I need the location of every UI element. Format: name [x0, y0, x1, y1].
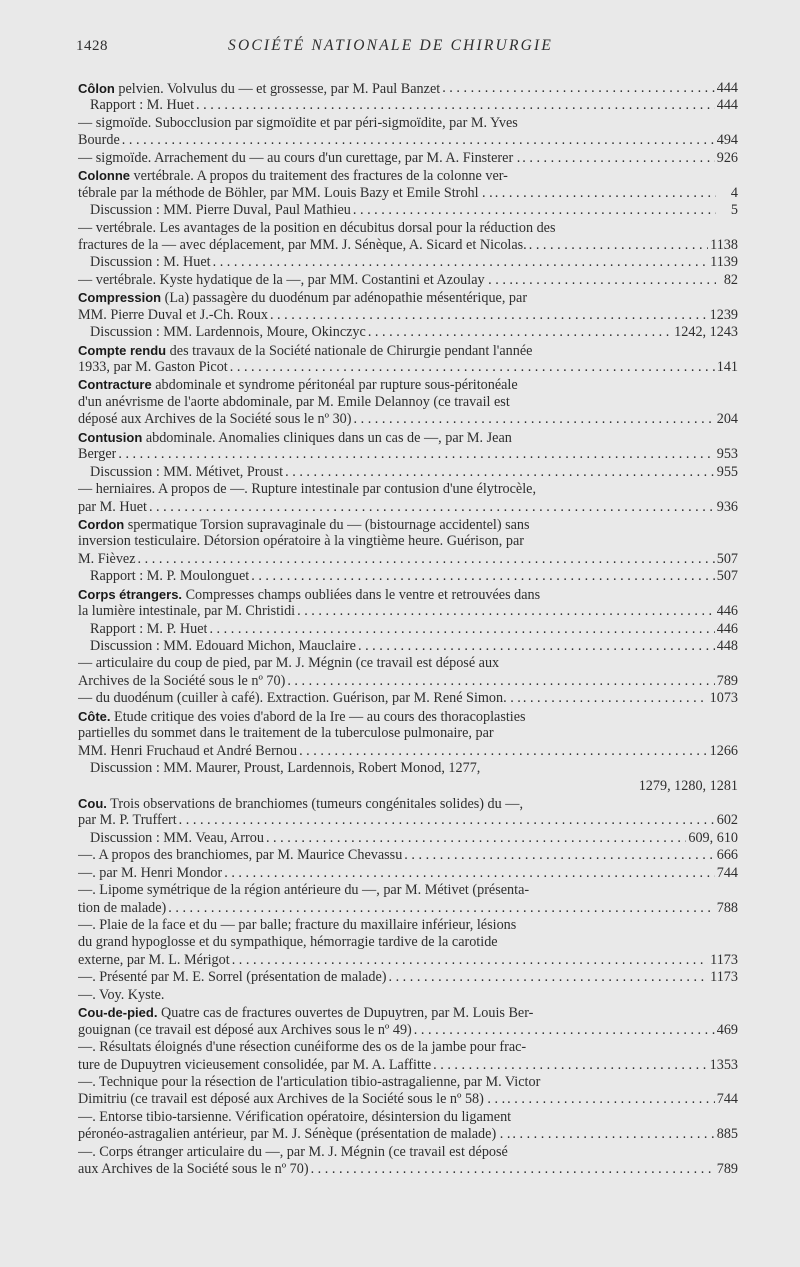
dot-leader — [168, 900, 714, 917]
entry-text — [78, 1022, 412, 1039]
page-reference: 1173 — [710, 951, 738, 968]
index-entry-line — [78, 1022, 738, 1039]
entry-body: — vertébrale. Les avantages de la position en décubitus dorsal pour la réduction des — [78, 219, 556, 236]
entry-body: MM. Pierre Duval et J.-Ch. Roux — [78, 306, 268, 323]
entry-text — [78, 1005, 533, 1021]
index-entry-line — [78, 690, 738, 707]
entry-keyword: Compte rendu — [78, 342, 167, 358]
entry-text — [78, 499, 147, 516]
entry-text — [78, 307, 268, 324]
entry-body: —. Voy. Kyste. — [78, 986, 165, 1003]
page-reference: 744 — [716, 864, 738, 881]
entry-text — [90, 97, 194, 114]
entry-body: des travaux de la Société nationale de Chirurgie pendant l'année — [166, 342, 533, 359]
page-reference: 444 — [716, 97, 738, 114]
dot-leader — [213, 254, 709, 271]
index-entry-line — [78, 900, 738, 917]
dot-leader — [368, 324, 672, 341]
dot-leader — [196, 97, 715, 114]
index-entry-line — [78, 324, 738, 341]
index-entry-line — [78, 847, 738, 864]
entry-text — [90, 202, 351, 219]
entry-body: pelvien. Volvulus du — et grossesse, par M. Paul Banzet — [114, 81, 441, 97]
entry-body: Compresses champs oubliées dans le ventre et retrouvées dans — [182, 586, 541, 603]
index-entry-line — [78, 865, 738, 882]
dot-leader — [354, 411, 715, 428]
index-entry-line — [78, 638, 738, 655]
dot-leader — [149, 499, 715, 516]
entry-body: Dimitriu (ce travail est déposé aux Archives de la Société sous le nº 58) . . . — [78, 1091, 506, 1108]
entry-text — [78, 115, 518, 131]
entry-body: Discussion : MM. Veau, Arrou — [90, 829, 264, 846]
index-entry-line — [78, 1144, 738, 1161]
entry-keyword: Corps étrangers. — [78, 586, 183, 602]
index-entry-line — [78, 202, 738, 219]
page-reference: 444 — [716, 80, 738, 96]
entry-body: MM. Henri Fruchaud et André Bernou — [78, 742, 298, 759]
entry-body: déposé aux Archives de la Société sous le nº 30) — [78, 411, 352, 428]
index-entry-line — [78, 446, 738, 463]
page-reference: 953 — [716, 446, 738, 463]
entry-body: Rapport : M. Huet — [90, 97, 195, 114]
entry-body: Discussion : M. Huet — [90, 254, 211, 271]
dot-leader — [230, 359, 715, 376]
entry-text — [78, 411, 352, 428]
entry-body: par M. Huet — [78, 498, 147, 515]
index-entry-line — [78, 551, 738, 568]
entry-text — [78, 587, 540, 603]
page-reference: 1173 — [710, 969, 738, 986]
entry-text — [78, 1039, 526, 1055]
page-reference: 1139 — [710, 254, 738, 271]
entry-text — [78, 603, 295, 620]
entry-text — [78, 690, 521, 707]
entry-text — [78, 272, 513, 289]
index-entry-line — [78, 533, 738, 550]
entry-body: tion de malade) — [78, 899, 167, 916]
entry-text — [78, 900, 166, 917]
index-entry-line — [78, 760, 738, 777]
dot-leader — [251, 568, 714, 585]
index-entry-heading — [78, 80, 738, 97]
dot-leader — [311, 1161, 715, 1178]
page-reference: 494 — [716, 132, 738, 149]
entry-text — [78, 882, 529, 898]
page-reference: 666 — [716, 847, 738, 864]
entry-text — [78, 1091, 505, 1108]
entry-text — [78, 655, 499, 671]
entry-keyword: Colonne — [78, 168, 130, 184]
entry-body: Discussion : MM. Pierre Duval, Paul Mathieu — [90, 202, 351, 219]
entry-body: 1933, par M. Gaston Picot — [78, 359, 228, 375]
entry-body: péronéo-astragalien antérieur, par M. J. Sénèque (présentation de malade) . . — [78, 1126, 511, 1143]
entry-text — [78, 220, 556, 236]
entry-body: vertébrale. A propos du traitement des fractures de la colonne ver- — [130, 168, 508, 185]
entry-body: Rapport : M. P. Moulonguet — [90, 568, 250, 585]
index-entry-line — [78, 464, 738, 481]
index-entry-line — [78, 1091, 738, 1108]
entry-text — [90, 621, 207, 638]
dot-leader — [414, 1022, 715, 1039]
entry-body: Etude critique des voies d'abord de la Ire — au cours des thoracoplasties — [110, 708, 526, 725]
dot-leader — [179, 812, 715, 829]
entry-body: —. Plaie de la face et du — par balle; fracture du maxillaire inférieur, lésions — [78, 917, 517, 933]
entry-keyword: Cou-de-pied. — [78, 1005, 158, 1021]
index-entry-line — [78, 359, 738, 376]
index-entry-line — [78, 411, 738, 428]
entry-body: externe, par M. L. Mérigot — [78, 951, 230, 968]
entry-body: Quatre cas de fractures ouvertes de Dupuytren, par M. Louis Ber- — [157, 1005, 534, 1022]
page-reference: 788 — [716, 899, 738, 916]
index-entry-line — [78, 934, 738, 951]
entry-text — [78, 185, 493, 202]
entry-text — [78, 517, 530, 533]
dot-leader — [523, 690, 708, 707]
entry-body: inversion testiculaire. Détorsion opératoire à la vingtième heure. Guérison, par — [78, 533, 524, 550]
entry-body: —. Lipome symétrique de la région antérieure du —, par M. Métivet (présenta- — [78, 882, 530, 899]
index-entry-line — [78, 394, 738, 411]
index-entry-line — [78, 272, 738, 289]
entry-body: — sigmoïde. Subocclusion par sigmoïdite et par péri-sigmoïdite, par M. Yves — [78, 114, 518, 131]
page-number: 1428 — [76, 38, 108, 54]
entry-body: du grand hypoglosse et du sympathique, hémorragie tardive de la carotide — [78, 934, 498, 951]
entry-body: — articulaire du coup de pied, par M. J. Mégnin (ce travail est déposé aux — [78, 655, 500, 672]
entry-body: —. Technique pour la résection de l'articulation tibio-astragalienne, par M. Victor — [78, 1073, 541, 1090]
dot-leader — [529, 237, 708, 254]
index-entry-line — [78, 778, 738, 795]
dot-leader — [433, 1057, 707, 1074]
dot-leader — [515, 272, 716, 289]
index-entry-line — [78, 481, 738, 498]
index-entry-line — [78, 150, 738, 167]
running-header — [76, 38, 736, 60]
page-reference: 789 — [716, 672, 738, 689]
index-entry-line — [78, 1074, 738, 1091]
entry-body: Rapport : M. P. Huet — [90, 620, 208, 637]
page-reference: 5 — [730, 202, 738, 219]
page-reference: 446 — [716, 603, 738, 620]
dot-leader — [507, 1091, 715, 1108]
entry-body: abdominale et syndrome péritonéal par rupture sous-péritonéale — [151, 377, 518, 394]
entry-text — [78, 1144, 508, 1160]
page-reference: 1138 — [710, 236, 738, 253]
page-reference: 789 — [716, 1161, 738, 1178]
page-reference: 141 — [716, 359, 738, 375]
index-entry-line — [78, 743, 738, 760]
dot-leader — [287, 673, 714, 690]
entry-text — [90, 324, 366, 341]
page-reference: 1073 — [709, 690, 738, 707]
page-reference: 609, 610 — [688, 829, 738, 846]
entry-text — [78, 847, 402, 864]
entry-body: — herniaires. A propos de —. Rupture intestinale par contusion d'une élytrocèle, — [78, 481, 537, 498]
index-entry-line — [78, 115, 738, 132]
entry-body: ture de Dupuytren vicieusement consolidée, par M. A. Laffitte — [78, 1056, 432, 1073]
index-entry-heading — [78, 516, 738, 533]
entry-text — [90, 638, 356, 655]
entry-body: gouignan (ce travail est déposé aux Archives sous le nº 49) — [78, 1021, 412, 1038]
entry-keyword: Contusion — [78, 429, 143, 445]
index-entry-heading — [78, 1004, 738, 1021]
page-reference: 1242, 1243 — [674, 324, 738, 341]
entry-text — [78, 865, 222, 882]
index-entry-heading — [78, 795, 738, 812]
index-entry-line — [78, 1126, 738, 1143]
index-entry-line — [78, 952, 738, 969]
entry-text — [78, 1109, 511, 1125]
dot-leader — [285, 464, 715, 481]
running-title: SOCIÉTÉ NATIONALE DE CHIRURGIE — [228, 37, 554, 54]
entry-body: —. Résultats éloignés d'une résection cunéiforme des os de la jambe pour frac- — [78, 1039, 527, 1056]
page-reference: 955 — [716, 463, 738, 480]
page-reference: 602 — [716, 812, 738, 829]
index-entry-line — [78, 882, 738, 899]
page-reference: 507 — [716, 568, 738, 585]
index-entry-line — [78, 185, 738, 202]
entry-body: —. Corps étranger articulaire du —, par M. J. Mégnin (ce travail est déposé — [78, 1143, 508, 1160]
entry-body: —. Présenté par M. E. Sorrel (présentation de malade) — [78, 969, 387, 986]
entry-text — [78, 725, 494, 741]
dot-leader — [270, 307, 708, 324]
entry-text — [78, 952, 230, 969]
index-entry-line — [78, 917, 738, 934]
entry-text — [78, 533, 524, 549]
entry-text — [78, 290, 527, 306]
page-reference: 1239 — [709, 306, 738, 323]
dot-leader — [118, 446, 714, 463]
dot-leader — [512, 1126, 714, 1143]
entry-keyword: Compression — [78, 290, 162, 306]
index-entry-line — [78, 220, 738, 237]
dot-leader — [209, 621, 714, 638]
index-entry-line — [78, 1161, 738, 1178]
index-entry-line — [78, 568, 738, 585]
entry-body: Discussion : MM. Edouard Michon, Mauclaire — [90, 638, 356, 654]
page-reference: 82 — [723, 271, 738, 288]
entry-body: Trois observations de branchiomes (tumeurs congénitales solides) du —, — [106, 795, 523, 812]
dot-leader — [388, 969, 708, 986]
page-reference: 936 — [716, 498, 738, 515]
index-entry-line — [78, 621, 738, 638]
entry-keyword: Cordon — [78, 516, 125, 532]
entry-text — [78, 917, 516, 933]
entry-text — [78, 168, 508, 184]
entry-body: — vertébrale. Kyste hydatique de la —, par MM. Costantini et Azoulay . . . . — [78, 271, 513, 288]
entry-body: Discussion : MM. Métivet, Proust — [90, 463, 284, 480]
entry-keyword: Contracture — [78, 377, 152, 393]
entry-text — [90, 254, 211, 271]
entry-text — [78, 969, 386, 986]
entry-body: Bourde — [78, 132, 120, 149]
entry-text — [90, 568, 249, 585]
page-reference: 448 — [716, 638, 738, 654]
entry-text — [78, 132, 120, 149]
entry-body: M. Fièvez — [78, 550, 136, 567]
entry-text — [90, 464, 283, 481]
index-entry-line — [78, 254, 738, 271]
index-entry-line — [78, 499, 738, 516]
entry-text — [78, 394, 510, 410]
index-entry-line — [78, 987, 738, 1004]
dot-leader — [404, 847, 714, 864]
entry-body: abdominale. Anomalies cliniques dans un cas de —, par M. Jean — [142, 429, 512, 446]
entry-text — [78, 673, 285, 690]
index-entry-heading — [78, 708, 738, 725]
entry-text — [78, 377, 518, 393]
dot-leader — [266, 830, 686, 847]
index-entry-heading — [78, 167, 738, 184]
entry-text — [78, 1126, 510, 1143]
index-entry-line — [78, 673, 738, 690]
dot-leader — [224, 865, 715, 882]
entry-text — [78, 551, 136, 568]
entry-body: (La) passagère du duodénum par adénopathie mésentérique, par — [161, 290, 528, 307]
page-reference: 1353 — [709, 1056, 738, 1073]
entry-body: aux Archives de la Société sous le nº 70) — [78, 1161, 309, 1178]
entry-text — [90, 830, 264, 847]
index-entries — [78, 80, 738, 1179]
entry-text — [78, 743, 297, 760]
index-entry-heading — [78, 586, 738, 603]
entry-body: tébrale par la méthode de Böhler, par MM. Louis Bazy et Emile Strohl . . — [78, 184, 493, 201]
entry-body: Archives de la Société sous le nº 70) — [78, 672, 286, 689]
index-entry-line — [78, 603, 738, 620]
index-entry-heading — [78, 342, 738, 359]
page-reference: 204 — [716, 411, 738, 428]
page-reference: 926 — [716, 149, 738, 166]
entry-body: d'un anévrisme de l'aorte abdominale, par M. Emile Delannoy (ce travail est — [78, 393, 510, 410]
entry-body: —. A propos des branchiomes, par M. Maurice Chevassu — [78, 847, 403, 864]
entry-body: —. par M. Henri Mondor — [78, 864, 223, 881]
entry-keyword: Cou. — [78, 795, 107, 811]
index-entry-line — [78, 1057, 738, 1074]
entry-keyword: Côte. — [78, 708, 111, 724]
entry-keyword: Côlon — [78, 81, 115, 96]
page-reference: 744 — [716, 1091, 738, 1108]
dot-leader — [122, 132, 715, 149]
entry-body: la lumière intestinale, par M. Christidi — [78, 603, 296, 620]
entry-body: partielles du sommet dans le traitement de la tuberculose pulmonaire, par — [78, 725, 494, 742]
entry-body: fractures de la — avec déplacement, par MM. J. Sénèque, A. Sicard et Nicolas. — [78, 236, 527, 253]
page-reference: 1279, 1280, 1281 — [638, 777, 738, 794]
index-entry-line — [78, 812, 738, 829]
dot-leader — [138, 551, 715, 568]
entry-body: spermatique Torsion supravaginale du — (bistournage accidentel) sans — [124, 516, 530, 533]
dot-leader — [297, 603, 715, 620]
entry-text — [78, 796, 523, 812]
entry-body: —. Entorse tibio-tarsienne. Vérification opératoire, désintersion du ligament — [78, 1108, 512, 1125]
entry-text — [78, 80, 440, 97]
entry-body: par M. P. Truffert — [78, 812, 177, 829]
index-entry-line — [78, 132, 738, 149]
dot-leader — [442, 80, 715, 97]
entry-text — [90, 760, 480, 776]
index-entry-line — [78, 97, 738, 114]
index-entry-line — [78, 969, 738, 986]
entry-text — [78, 812, 177, 829]
entry-text — [78, 430, 512, 446]
dot-leader — [522, 150, 714, 167]
page-reference: 885 — [716, 1126, 738, 1143]
dot-leader — [232, 952, 708, 969]
entry-body: Discussion : MM. Lardennois, Moure, Okinczyc — [90, 324, 366, 341]
entry-body: — sigmoïde. Arrachement du — au cours d'un curettage, par M. A. Finsterer . — [78, 149, 521, 166]
entry-text — [78, 237, 527, 254]
index-entry-line — [78, 1109, 738, 1126]
index-entry-line — [78, 655, 738, 672]
page-reference: 4 — [730, 184, 738, 201]
entry-text — [78, 1074, 540, 1090]
index-entry-line — [78, 307, 738, 324]
index-entry-line — [78, 830, 738, 847]
index-entry-line — [78, 237, 738, 254]
index-entry-heading — [78, 376, 738, 393]
entry-body: — du duodénum (cuiller à café). Extraction. Guérison, par M. René Simon. . . — [78, 690, 521, 707]
entry-body: Berger — [78, 446, 117, 463]
index-entry-heading — [78, 289, 738, 306]
entry-text — [78, 1161, 309, 1178]
page-reference: 507 — [716, 550, 738, 567]
entry-text — [78, 1057, 431, 1074]
page-reference: 446 — [716, 620, 738, 637]
entry-text — [78, 359, 228, 376]
index-entry-line — [78, 725, 738, 742]
entry-text — [78, 481, 536, 497]
index-entry-heading — [78, 429, 738, 446]
dot-leader — [299, 743, 708, 760]
dot-leader — [358, 638, 715, 655]
entry-text — [78, 446, 116, 463]
dot-leader — [353, 202, 716, 219]
entry-text — [78, 343, 532, 359]
entry-text — [78, 934, 498, 950]
entry-body: Discussion : MM. Maurer, Proust, Lardennois, Robert Monod, 1277, — [90, 760, 481, 777]
dot-leader — [495, 185, 716, 202]
index-entry-line — [78, 1039, 738, 1056]
page-reference: 1266 — [709, 742, 738, 759]
entry-text — [78, 709, 526, 725]
entry-text — [78, 150, 520, 167]
entry-text — [78, 987, 164, 1003]
page-reference: 469 — [716, 1021, 738, 1038]
